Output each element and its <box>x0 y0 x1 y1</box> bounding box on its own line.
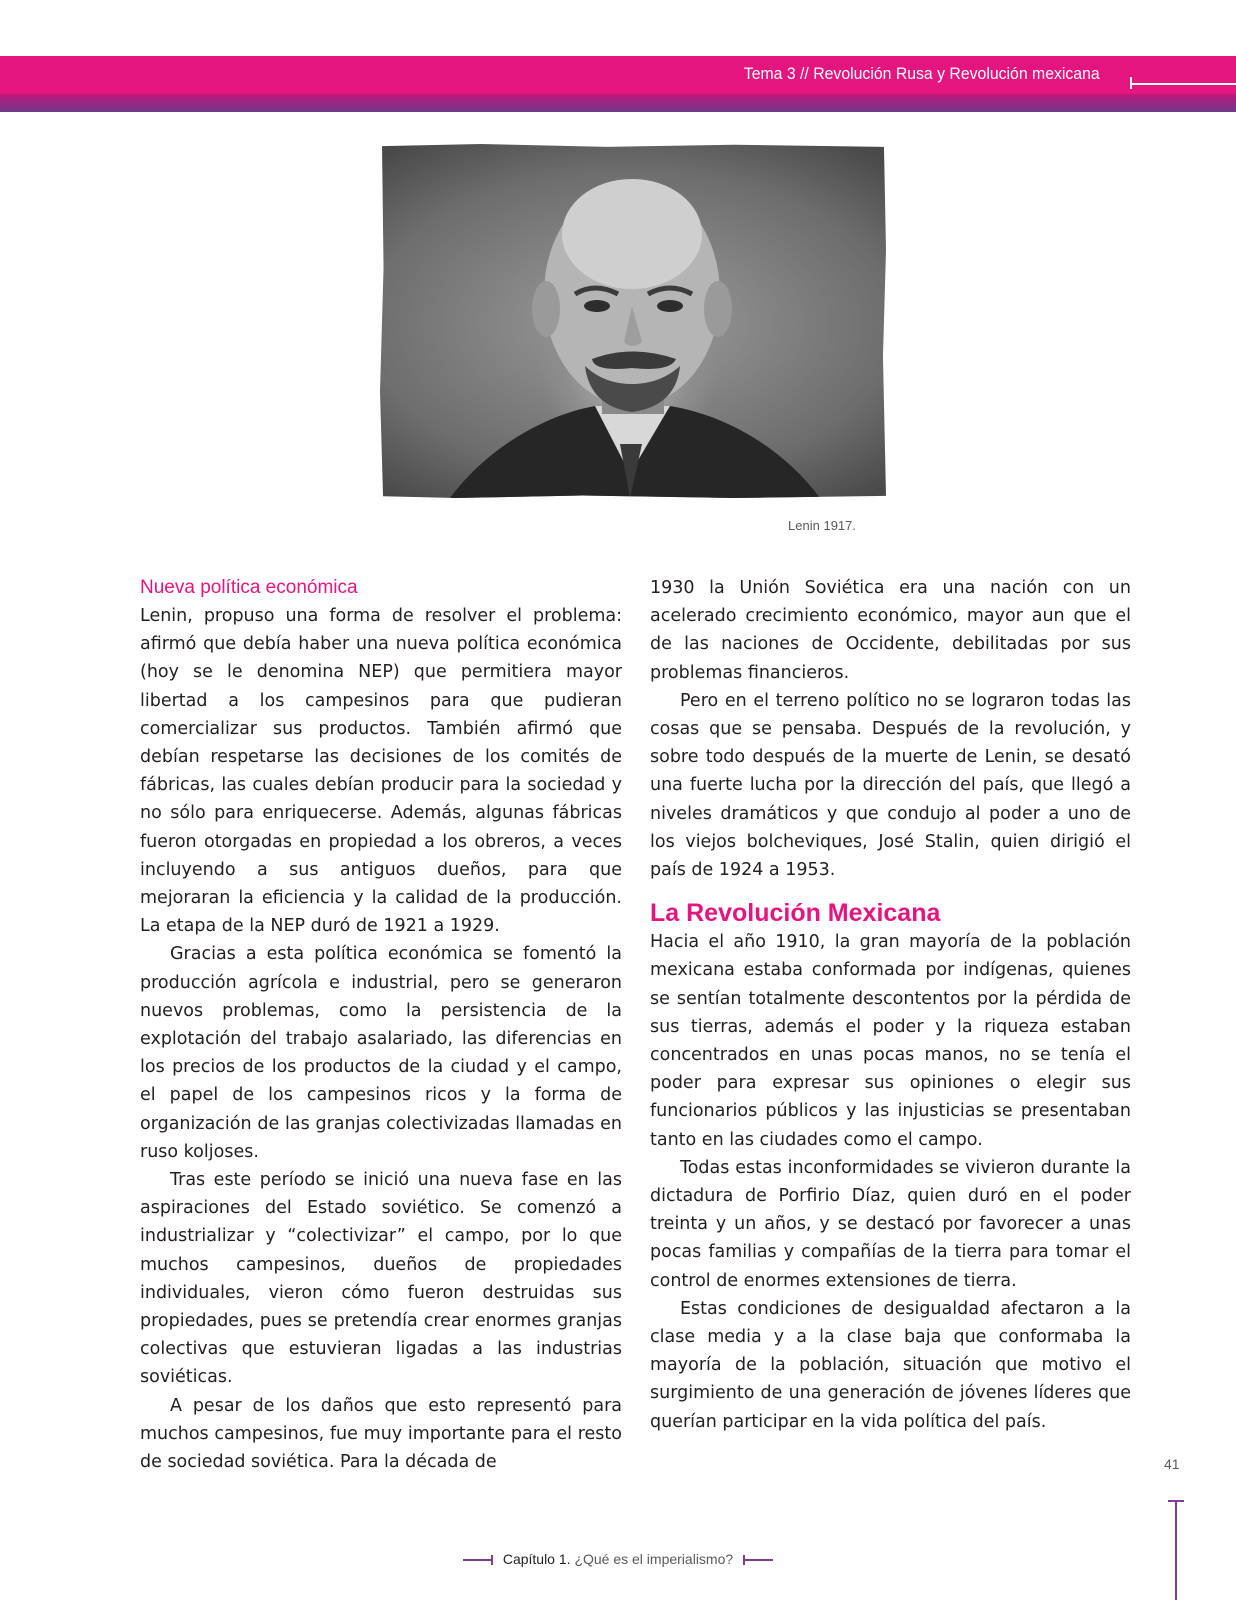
running-header-title: Tema 3 // Revolución Rusa y Revolución mexicana <box>744 64 1100 83</box>
paragraph: 1930 la Unión Soviética era una nación con un acelerado crecimiento económico, mayor aun que el de las naciones de Occidente, debilitadas por sus problemas financieros. <box>650 578 1131 683</box>
forehead-highlight <box>562 179 702 289</box>
footer-rule-right <box>743 1559 773 1561</box>
paragraph: Tras este período se inició una nueva fase en las aspiraciones del Estado soviético. Se comenzó a industrializar y “colectivizar” el campo, por lo que muchos campesinos, dueños de propiedades individuales, vieron cómo fueron destruidas sus propiedades, pues se pretendía crear enormes granjas colectivas que estuvieran ligadas a las industrias soviéticas. <box>140 1170 622 1388</box>
photo-caption: Lenin 1917. <box>788 518 856 533</box>
header-band-shadow <box>0 94 1236 112</box>
portrait-illustration <box>380 144 886 498</box>
paragraph: Gracias a esta política económica se fomentó la producción agrícola e industrial, pero se generaron nuevos problemas, como la persistencia de la explotación del trabajo asalariado, las diferencias en los precios de los productos de la ciudad y el campo, el papel de los campesinos ricos y la forma de organización de las granjas colectivizadas llamadas en ruso koljoses. <box>140 944 622 1162</box>
footer-rule-left <box>463 1559 493 1561</box>
paragraph: Estas condiciones de desigualdad afectaron a la clase media y a la clase baja que conformaba la mayoría de la población, situación que motivo el surgimiento de una generación de jóvenes líderes que querían participar en la vida política del país. <box>650 1298 1131 1432</box>
lenin-photo <box>380 144 886 498</box>
header-rule <box>1130 83 1236 85</box>
footer <box>0 1551 1236 1567</box>
paragraph: Hacia el año 1910, la gran mayoría de la población mexicana estaba conformada por indígenas, quienes se sentían totalmente descontentos por la pérdida de sus tierras, además el poder y la riqueza estaban concentrados en unas pocas manos, no se tenía el poder para expresar sus opiniones o elegir sus funcionarios públicos y las injusticias se presentaban tanto en las ciudades como el campo. <box>650 932 1131 1150</box>
footer-chapter: Capítulo 1. <box>502 1551 571 1567</box>
paragraph: Lenin, propuso una forma de resolver el problema: afirmó que debía haber una nueva política económica (hoy se le denomina NEP) que permitiera mayor libertad a los campesinos para que pudieran comercializar sus productos. También afirmó que debían respetarse las decisiones de los comités de fábricas, las cuales debían producir para la sociedad y no sólo para enriquecerse. Además, algunas fábricas fueron otorgadas en propiedad a los obreros, a veces incluyendo a sus antiguos dueños, para que mejoraran la eficiencia y la calidad de la producción. La etapa de la NEP duró de 1921 a 1929. <box>140 606 622 937</box>
margin-rule <box>1175 1500 1177 1600</box>
left-column <box>140 574 622 1476</box>
section-title: La Revolución Mexicana <box>650 899 941 928</box>
right-column <box>650 574 1131 1436</box>
page-number: 41 <box>1164 1456 1180 1472</box>
paragraph: Pero en el terreno político no se lograron todas las cosas que se pensaba. Después de la revolución, y sobre todo después de la muerte de Lenin, se desató una fuerte lucha por la dirección del país, que llegó a niveles dramáticos y que condujo al poder a uno de los viejos bolcheviques, José Stalin, quien dirigió el país de 1924 a 1953. <box>650 690 1131 881</box>
paragraph: Todas estas inconformidades se vivieron durante la dictadura de Porfirio Díaz, quien duró en el poder treinta y un años, y se destacó por favorecer a unas pocas familias y compañías de la tierra para tomar el control de enormes extensiones de tierra. <box>650 1157 1131 1291</box>
paragraph: A pesar de los daños que esto representó para muchos campesinos, fue muy importante para el resto de sociedad soviética. Para la década de <box>140 1395 622 1473</box>
subheading: Nueva política económica <box>140 577 358 598</box>
footer-question: ¿Qué es el imperialismo? <box>574 1551 734 1567</box>
